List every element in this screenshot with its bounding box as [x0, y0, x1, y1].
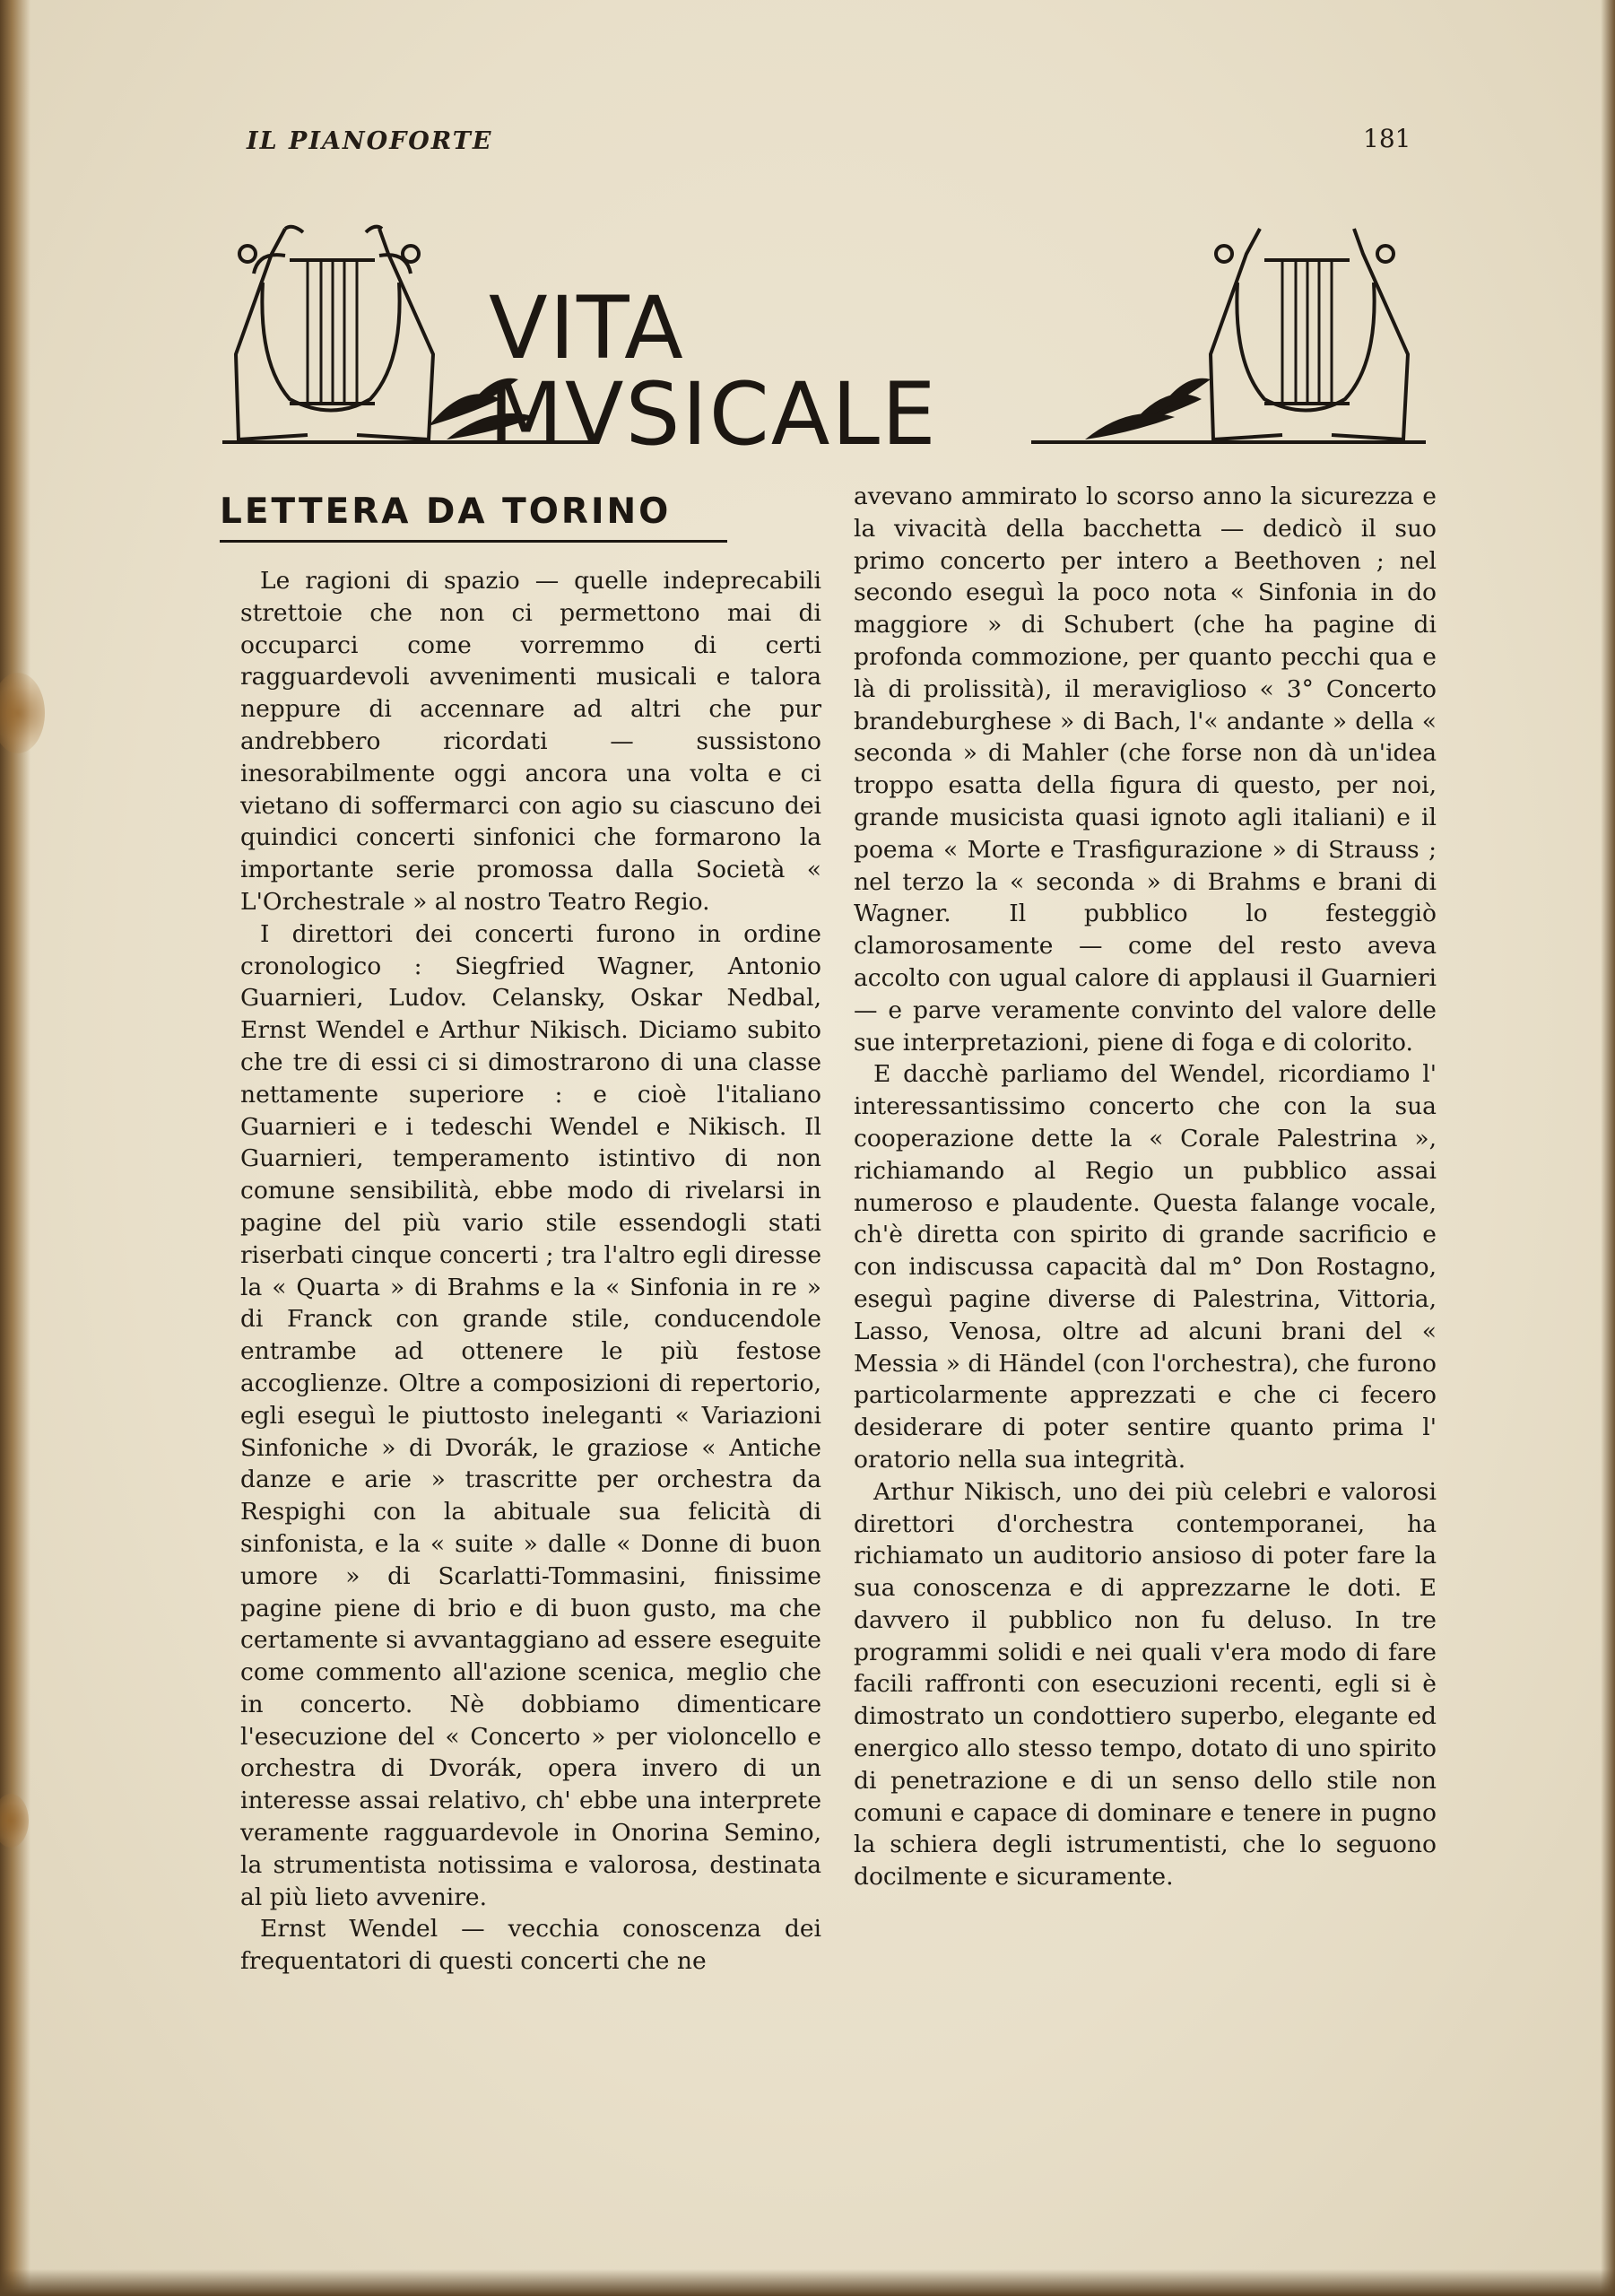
- scan-right-edge-shadow: [1601, 0, 1615, 2296]
- scan-bottom-edge-shadow: [0, 2269, 1615, 2296]
- paragraph: avevano ammirato lo scorso anno la sicurezza e la vivacità della bacchetta — dedicò il suo primo concerto per intero a Beethoven ; nel secondo eseguì la poco nota « Sinfonia in do maggiore » di Schubert (che ha pagine di profonda commozione, per quanto pecchi qua e là di prolissità), il meraviglioso « 3° Concerto brandeburghese » di Bach, l'« andante » della « seconda » di Mahler (che forse non dà un'idea troppo esatta della figura di questo, per noi, grande musicista quasi ignoto agli italiani) e il poema « Morte e Trasfigurazione » di Strauss ; nel terzo la « seconda » di Brahms e brani di Wagner. Il pubblico lo festeggiò clamorosamente — come del resto aveva accolto con ugual calore di applausi il Guarnieri — e parve veramente convinto del valore delle sue interpretazioni, piene di foga e di colorito.: [854, 483, 1437, 1057]
- running-title: IL PIANOFORTE: [247, 127, 493, 155]
- scan-left-edge-shadow: [0, 0, 30, 2296]
- paragraph: E dacchè parliamo del Wendel, ricordiamo l' interessantissimo concerto che con la sua cooperazione dette la « Corale Palestrina », richiamando al Regio un pubblico assai numeroso e plaudente. Questa falange vocale, ch'è diretta con spirito di grande sacrificio e con indiscussa capacità dal m° Don Rostagno, eseguì pagine diverse di Palestrina, Vittoria, Lasso, Venosa, oltre ad alcuni brani del « Messia » di Händel (con l'orchestra), che furono particolarmente apprezzati e che ci fecero desiderare di poter sentire quanto prima l' oratorio nella sua integrità.: [854, 1060, 1437, 1474]
- paper-stain: [0, 673, 45, 753]
- article-heading: LETTERA DA TORINO: [220, 491, 672, 532]
- heading-underline: [220, 540, 727, 543]
- banner-title: VITA MVSICALE: [489, 278, 938, 465]
- article-left-column: [240, 565, 821, 1978]
- paragraph: Arthur Nikisch, uno dei più celebri e valorosi direttori d'orchestra contemporanei, ha richiamato un auditorio ansioso di poter fare la sua conoscenza e di apprezzarne le doti. E davvero il pubblico non fu deluso. In tre programmi solidi e nei quali v'era modo di fare facili raffronti con esecuzioni recenti, egli si è dimostrato un condottiero superbo, elegante ed energico allo stesso tempo, dotato di uno spirito di penetrazione e di un senso dello stile non comuni e capace di dominare e tenere in pugno la schiera degli istrumentisti, che lo seguono docilmente e sicuramente.: [854, 1477, 1437, 1892]
- paragraph: Le ragioni di spazio — quelle indeprecabili strettoie che non ci permettono mai di occuparci come vorremmo di certi ragguardevoli avvenimenti musicali e talora neppure di accennare ad altri che pur andrebbero ricordati — sussistono inesorabilmente oggi ancora una volta e ci vietano di soffermarci con agio su ciascuno dei quindici concerti sinfonici che formarono la importante serie promossa dalla Società « L'Orchestrale » al nostro Teatro Regio.: [240, 567, 821, 916]
- page-number: 181: [1363, 124, 1411, 153]
- lyre-right-icon: [1031, 220, 1435, 448]
- article-right-column: [854, 481, 1437, 1893]
- paragraph: I direttori dei concerti furono in ordine cronologico : Siegfried Wagner, Antonio Guarnieri, Ludov. Celansky, Oskar Nedbal, Ernst Wendel e Arthur Nikisch. Diciamo subito che tre di essi ci si dimostrarono di una classe nettamente superiore : e cioè l'italiano Guarnieri e i tedeschi Wendel e Nikisch. Il Guarnieri, temperamento istintivo di non comune sensibilità, ebbe modo di rivelarsi in pagine del più vario stile essendogli stati riserbati cinque concerti ; tra l'altro egli diresse la « Quarta » di Brahms e la « Sinfonia in re » di Franck con grande stile, conducendole entrambe ad ottenere le più festose accoglienze. Oltre a composizioni di repertorio, egli eseguì le piuttosto ineleganti « Variazioni Sinfoniche » di Dvorák, le graziose « Antiche danze e arie » trascritte per orchestra da Respighi con la abituale sua felicità di sinfonista, e la « suite » dalle « Donne di buon umore » di Scarlatti-Tommasini, finissime pagine piene di brio e di buon gusto, ma che certamente si avvantaggiano ad essere eseguite come commento all'azione scenica, meglio che in concerto. Nè dobbiamo dimenticare l'esecuzione del « Concerto » per violoncello e orchestra di Dvorák, opera invero di un interesse assai relativo, ch' ebbe una interprete veramente ragguardevole in Onorina Semino, la strumentista notissima e valorosa, destinata al più lieto avvenire.: [240, 919, 821, 1911]
- paragraph: Ernst Wendel — vecchia conoscenza dei frequentatori di questi concerti che ne: [240, 1915, 821, 1976]
